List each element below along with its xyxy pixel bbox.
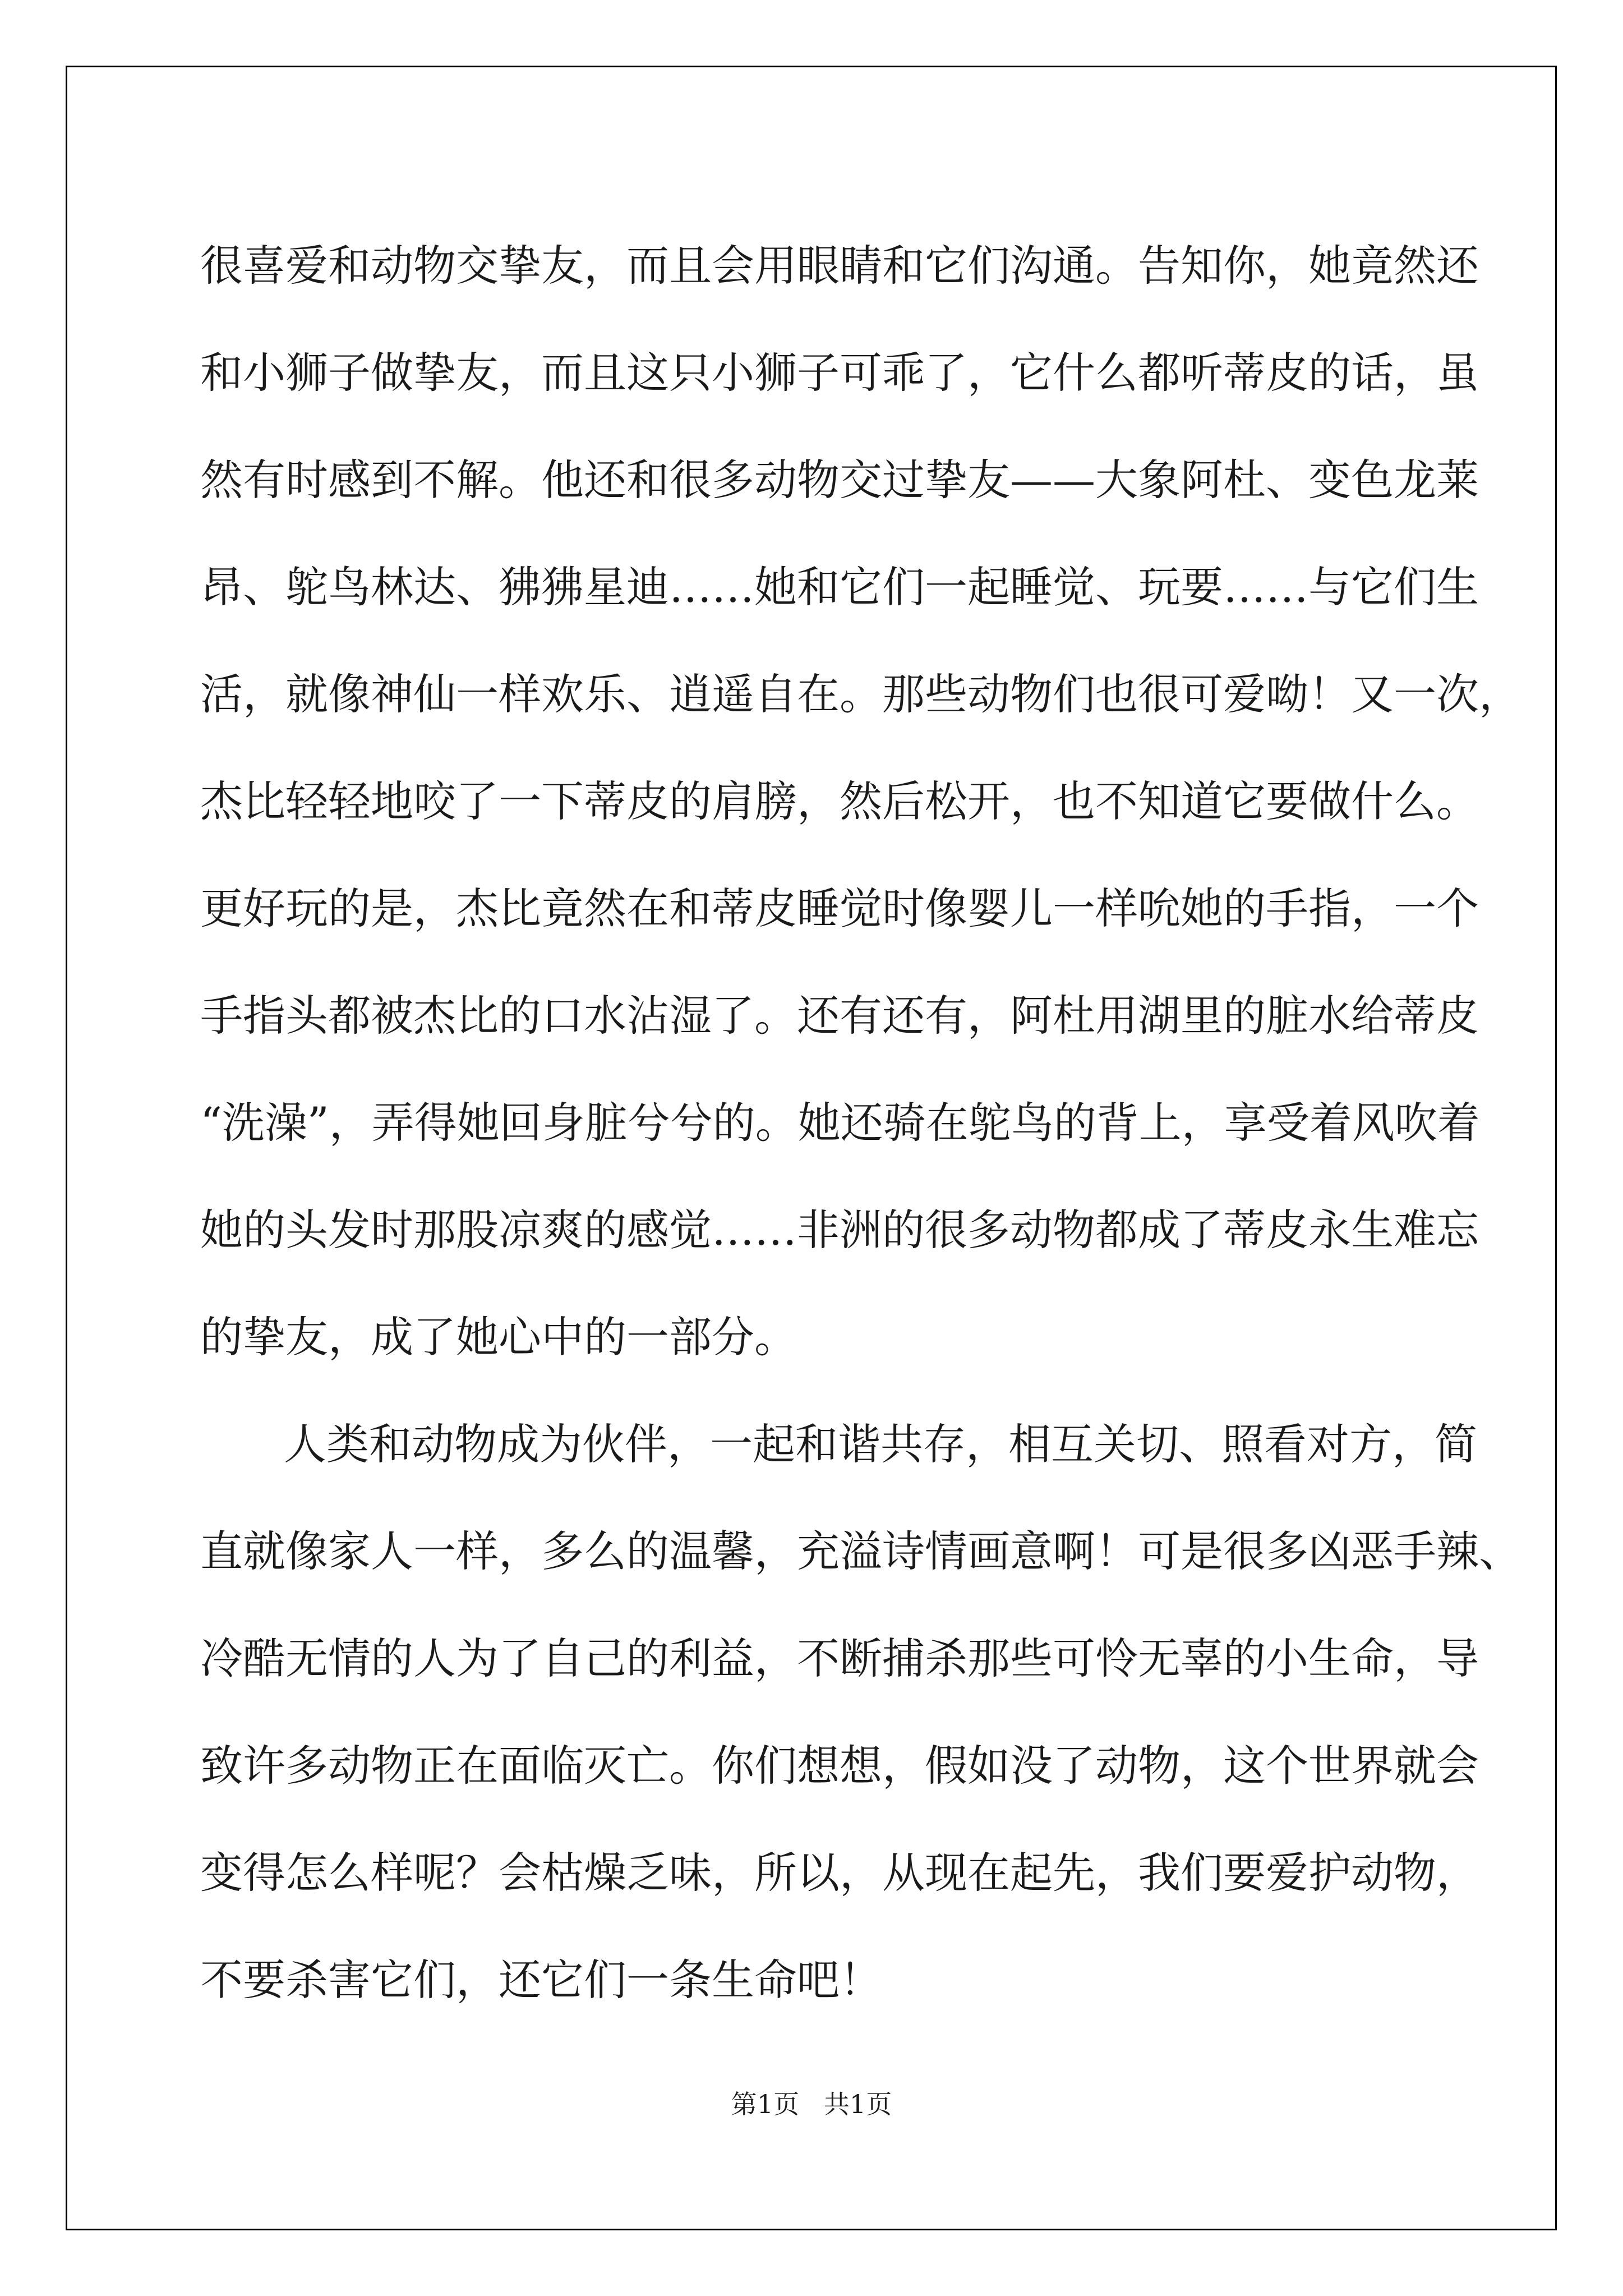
text-line: 不要杀害它们，还它们一条生命吧！ [200, 1955, 882, 2005]
document-body [200, 212, 1521, 2033]
text-line: 更好玩的是，杰比竟然在和蒂皮睡觉时像婴儿一样吮她的手指，一个 [200, 884, 1479, 933]
page-number: 第1页 共1页 [731, 2089, 892, 2119]
text-line: 和小狮子做挚友，而且这只小狮子可乖了，它什么都听蒂皮的话，虽 [200, 348, 1479, 398]
paragraph-2 [200, 1391, 1521, 2033]
text-line: 变得怎么样呢？会枯燥乏味，所以，从现在起先，我们要爱护动物， [200, 1848, 1479, 1898]
text-line: 活，就像神仙一样欢乐、逍遥自在。那些动物们也很可爱呦！又一次， [200, 669, 1521, 719]
text-line: 杰比轻轻地咬了一下蒂皮的肩膀，然后松开，也不知道它要做什么。 [200, 776, 1479, 826]
paragraph-1 [200, 212, 1521, 1391]
text-line: 她的头发时那股凉爽的感觉……非洲的很多动物都成了蒂皮永生难忘 [200, 1205, 1479, 1255]
text-line: 很喜爱和动物交挚友，而且会用眼睛和它们沟通。告知你，她竟然还 [200, 241, 1479, 291]
text-line: 手指头都被杰比的口水沾湿了。还有还有，阿杜用湖里的脏水给蒂皮 [200, 991, 1479, 1041]
text-line: 人类和动物成为伙伴，一起和谐共存，相互关切、照看对方，简 [284, 1419, 1477, 1469]
text-line: 直就像家人一样，多么的温馨，充溢诗情画意啊！可是很多凶恶手辣、 [200, 1526, 1521, 1576]
text-line: 的挚友，成了她心中的一部分。 [200, 1312, 797, 1362]
text-line: 昂、鸵鸟林达、狒狒星迪……她和它们一起睡觉、玩要……与它们生 [200, 562, 1479, 612]
text-line: 冷酷无情的人为了自己的利益，不断捕杀那些可怜无辜的小生命，导 [200, 1634, 1479, 1683]
text-line: “洗澡”，弄得她回身脏兮兮的。她还骑在鸵鸟的背上，享受着风吹着 [200, 1098, 1480, 1148]
text-line: 然有时感到不解。他还和很多动物交过挚友——大象阿杜、变色龙莱 [200, 455, 1479, 505]
text-line: 致许多动物正在面临灭亡。你们想想，假如没了动物，这个世界就会 [200, 1741, 1479, 1791]
